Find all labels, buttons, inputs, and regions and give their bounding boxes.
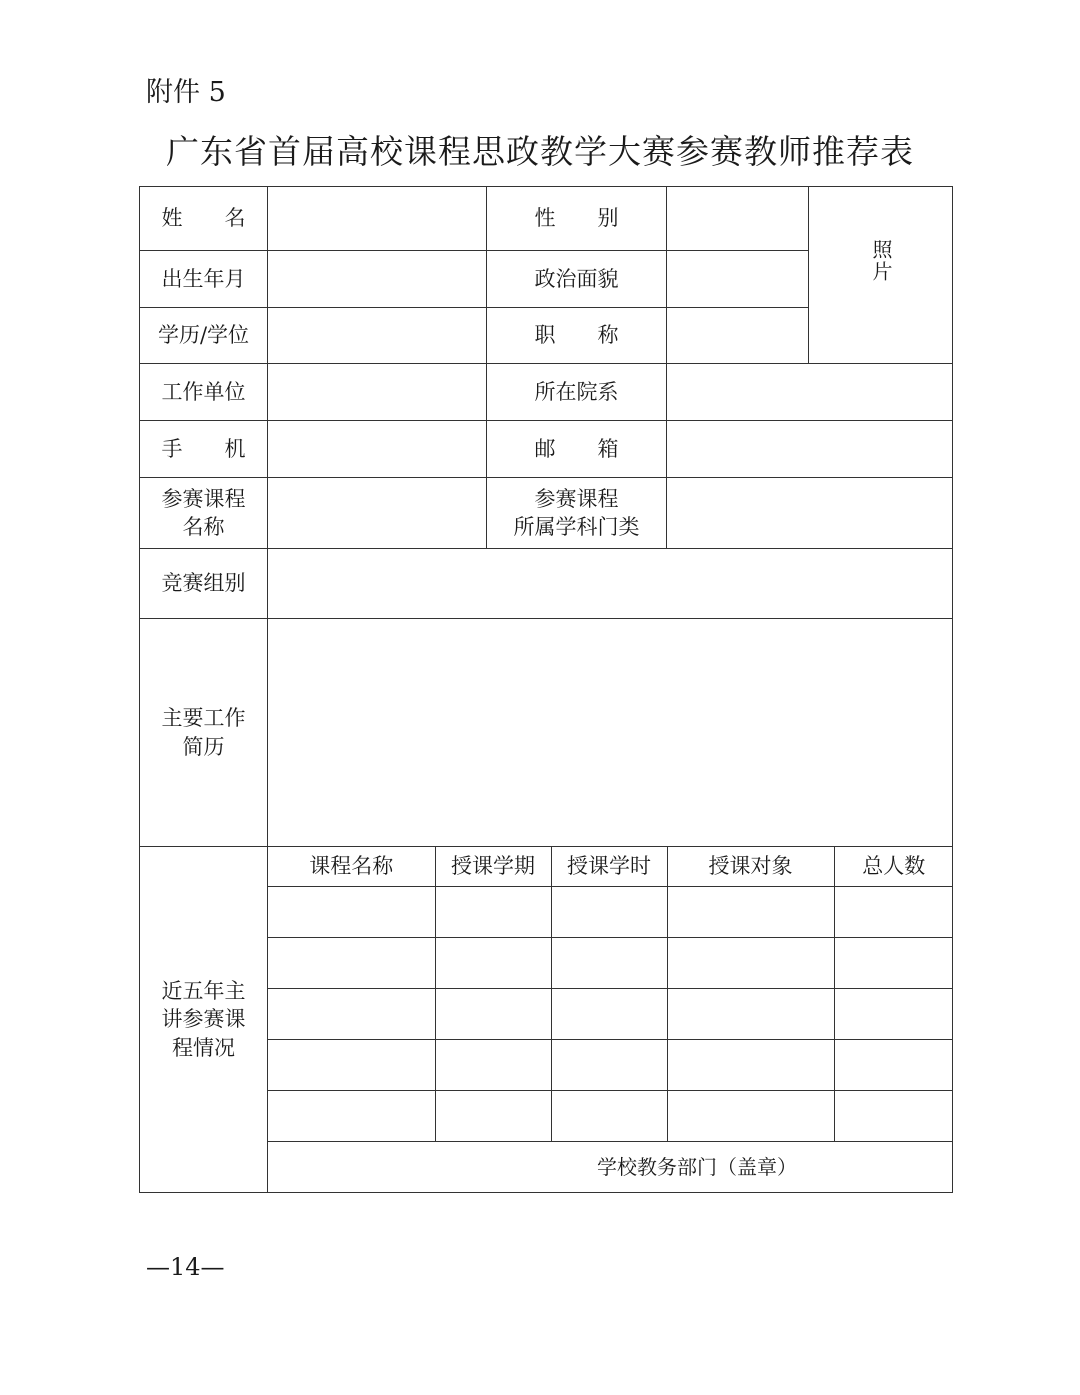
history-cell[interactable] bbox=[268, 887, 435, 938]
history-header-audience: 授课对象 bbox=[667, 847, 834, 887]
history-cell[interactable] bbox=[551, 989, 667, 1040]
history-cell[interactable] bbox=[667, 1091, 834, 1142]
mobile-field[interactable] bbox=[268, 421, 487, 478]
history-section bbox=[268, 847, 953, 1193]
name-label: 姓 名 bbox=[140, 187, 268, 251]
history-cell[interactable] bbox=[667, 989, 834, 1040]
birth-field[interactable] bbox=[268, 251, 487, 308]
name-field[interactable] bbox=[268, 187, 487, 251]
history-cell[interactable] bbox=[667, 887, 834, 938]
group-label: 竞赛组别 bbox=[140, 549, 268, 619]
history-cell[interactable] bbox=[268, 1091, 435, 1142]
gender-field[interactable] bbox=[667, 187, 809, 251]
department-field[interactable] bbox=[667, 364, 953, 421]
email-label: 邮 箱 bbox=[487, 421, 667, 478]
history-cell[interactable] bbox=[667, 938, 834, 989]
history-header-row bbox=[268, 847, 953, 887]
degree-field[interactable] bbox=[268, 308, 487, 364]
page-number: —14— bbox=[146, 1253, 225, 1281]
history-row bbox=[268, 989, 953, 1040]
unit-label: 工作单位 bbox=[140, 364, 268, 421]
title-field[interactable] bbox=[667, 308, 809, 364]
resume-label: 主要工作 简历 bbox=[140, 619, 268, 847]
photo-box[interactable] bbox=[809, 187, 953, 364]
history-cell[interactable] bbox=[551, 887, 667, 938]
photo-label: 照片 bbox=[869, 239, 893, 283]
history-cell[interactable] bbox=[268, 989, 435, 1040]
history-cell[interactable] bbox=[551, 1040, 667, 1091]
history-header-total: 总人数 bbox=[834, 847, 953, 887]
history-cell[interactable] bbox=[268, 1040, 435, 1091]
history-table bbox=[268, 847, 953, 1192]
history-cell[interactable] bbox=[551, 1091, 667, 1142]
politics-field[interactable] bbox=[667, 251, 809, 308]
history-cell[interactable] bbox=[435, 989, 551, 1040]
history-header-semester: 授课学期 bbox=[435, 847, 551, 887]
history-cell[interactable] bbox=[834, 887, 953, 938]
history-label: 近五年主 讲参赛课 程情况 bbox=[140, 847, 268, 1193]
mobile-label: 手 机 bbox=[140, 421, 268, 478]
course-category-field[interactable] bbox=[667, 478, 953, 549]
course-name-field[interactable] bbox=[268, 478, 487, 549]
history-row bbox=[268, 938, 953, 989]
history-row bbox=[268, 1091, 953, 1142]
history-cell[interactable] bbox=[834, 1091, 953, 1142]
unit-field[interactable] bbox=[268, 364, 487, 421]
history-cell[interactable] bbox=[834, 989, 953, 1040]
title-label: 职 称 bbox=[487, 308, 667, 364]
history-row bbox=[268, 887, 953, 938]
history-header-hours: 授课学时 bbox=[551, 847, 667, 887]
stamp-label: 学校教务部门（盖章） bbox=[597, 1154, 797, 1179]
politics-label: 政治面貌 bbox=[487, 251, 667, 308]
history-cell[interactable] bbox=[435, 1091, 551, 1142]
stamp-row bbox=[268, 1142, 953, 1193]
resume-field[interactable] bbox=[268, 619, 953, 847]
history-cell[interactable] bbox=[435, 938, 551, 989]
attachment-label: 附件 5 bbox=[146, 77, 226, 108]
history-cell[interactable] bbox=[435, 887, 551, 938]
recommendation-form bbox=[139, 186, 953, 1193]
history-row bbox=[268, 1040, 953, 1091]
course-name-label: 参赛课程 名称 bbox=[140, 478, 268, 549]
birth-label: 出生年月 bbox=[140, 251, 268, 308]
history-cell[interactable] bbox=[667, 1040, 834, 1091]
gender-label: 性 别 bbox=[487, 187, 667, 251]
history-cell[interactable] bbox=[551, 938, 667, 989]
history-header-course: 课程名称 bbox=[268, 847, 435, 887]
group-field[interactable] bbox=[268, 549, 953, 619]
history-cell[interactable] bbox=[834, 1040, 953, 1091]
history-cell[interactable] bbox=[834, 938, 953, 989]
history-cell[interactable] bbox=[435, 1040, 551, 1091]
history-cell[interactable] bbox=[268, 938, 435, 989]
department-label: 所在院系 bbox=[487, 364, 667, 421]
form-title: 广东省首届高校课程思政教学大赛参赛教师推荐表 bbox=[166, 132, 914, 171]
degree-label: 学历/学位 bbox=[140, 308, 268, 364]
course-category-label: 参赛课程 所属学科门类 bbox=[487, 478, 667, 549]
email-field[interactable] bbox=[667, 421, 953, 478]
